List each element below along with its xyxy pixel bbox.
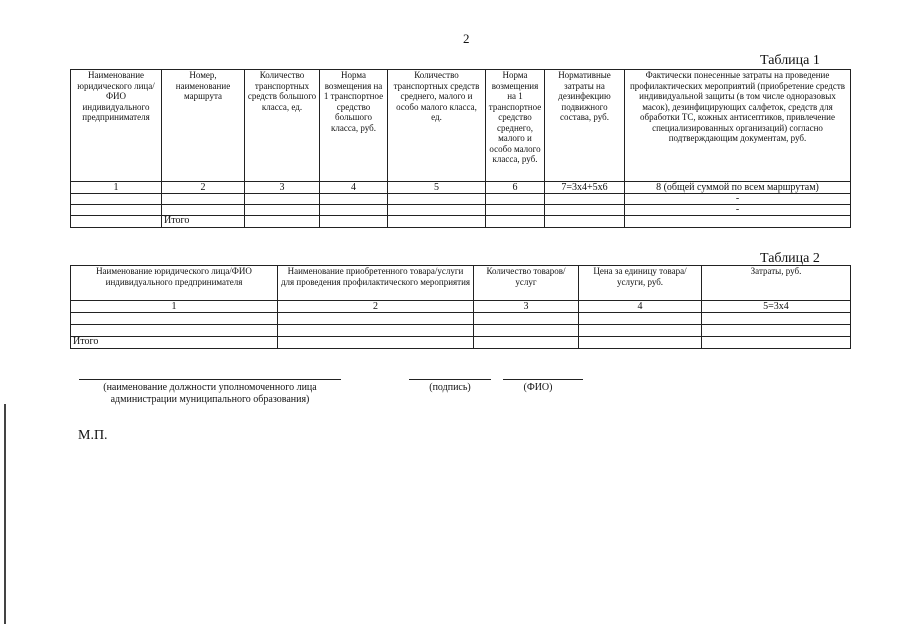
header-costs: Затраты, руб. <box>702 266 851 301</box>
position-signature-line <box>79 379 341 380</box>
header-large-vehicle-rate: Норма возмещения на 1 транспортное средство большого класса, руб. <box>320 70 388 182</box>
header-large-vehicle-count: Количество транспортных средств большого класса, ед. <box>245 70 320 182</box>
table-row <box>71 205 851 216</box>
header-route: Номер, наименование маршрута <box>162 70 245 182</box>
position-caption <box>79 382 341 406</box>
header-actual-costs: Фактически понесенные затраты на проведение профилактических мероприятий (приобретение средств индивидуальной защиты (в том числе одноразовых масок), дезинфицирующих салфеток, средств для обработки ТС, кожных антисептиков, привлечение специализированных организаций) согласно подтверждающим документам, руб. <box>625 70 851 182</box>
header-small-vehicle-count: Количество транспортных средств среднего, малого и особо малого класса, ед. <box>388 70 486 182</box>
column-number-row <box>71 301 851 313</box>
column-number: 7=3х4+5х6 <box>545 182 625 194</box>
table2-caption: Таблица 2 <box>760 251 820 266</box>
column-number: 1 <box>71 182 162 194</box>
table-row <box>71 325 851 337</box>
header-quantity: Количество товаров/услуг <box>474 266 579 301</box>
header-legal-entity: Наименование юридического лица/ФИО индивидуального предпринимателя <box>71 70 162 182</box>
table-row <box>71 194 851 205</box>
table-row <box>71 313 851 325</box>
header-normative-costs: Нормативные затраты на дезинфекцию подвижного состава, руб. <box>545 70 625 182</box>
column-number: 8 (общей суммой по всем маршрутам) <box>625 182 851 194</box>
position-caption-line1: (наименование должности уполномоченного лица <box>103 382 317 393</box>
column-number: 1 <box>71 301 278 313</box>
page-number: 2 <box>463 31 470 46</box>
column-number: 5=3х4 <box>702 301 851 313</box>
header-unit-price: Цена за единицу товара/услуги, руб. <box>579 266 702 301</box>
stamp-placeholder: М.П. <box>78 428 108 443</box>
name-caption: (ФИО) <box>523 382 553 393</box>
column-number: 3 <box>245 182 320 194</box>
expense-table-2 <box>70 265 851 349</box>
signature-caption: (подпись) <box>429 382 471 393</box>
column-number: 3 <box>474 301 579 313</box>
header-item-name: Наименование приобретенного товара/услуги для проведения профилактического мероприятия <box>278 266 474 301</box>
position-caption-line2: администрации муниципального образования) <box>110 394 310 405</box>
column-number-row <box>71 182 851 194</box>
name-signature-line <box>503 379 583 380</box>
scan-margin-line <box>4 404 6 624</box>
column-number: 5 <box>388 182 486 194</box>
dash-cell: - <box>625 205 851 216</box>
header-small-vehicle-rate: Норма возмещения на 1 транспортное средство среднего, малого и особо малого класса, руб. <box>486 70 545 182</box>
table1-caption: Таблица 1 <box>760 53 820 68</box>
header-legal-entity: Наименование юридического лица/ФИО индивидуального предпринимателя <box>71 266 278 301</box>
total-row <box>71 337 851 349</box>
expense-table-1 <box>70 69 851 228</box>
signature-line <box>409 379 491 380</box>
total-label: Итого <box>71 337 278 349</box>
column-number: 2 <box>278 301 474 313</box>
total-label: Итого <box>162 216 245 228</box>
total-row <box>71 216 851 228</box>
column-number: 4 <box>320 182 388 194</box>
dash-cell: - <box>625 194 851 205</box>
column-number: 2 <box>162 182 245 194</box>
column-number: 6 <box>486 182 545 194</box>
column-number: 4 <box>579 301 702 313</box>
